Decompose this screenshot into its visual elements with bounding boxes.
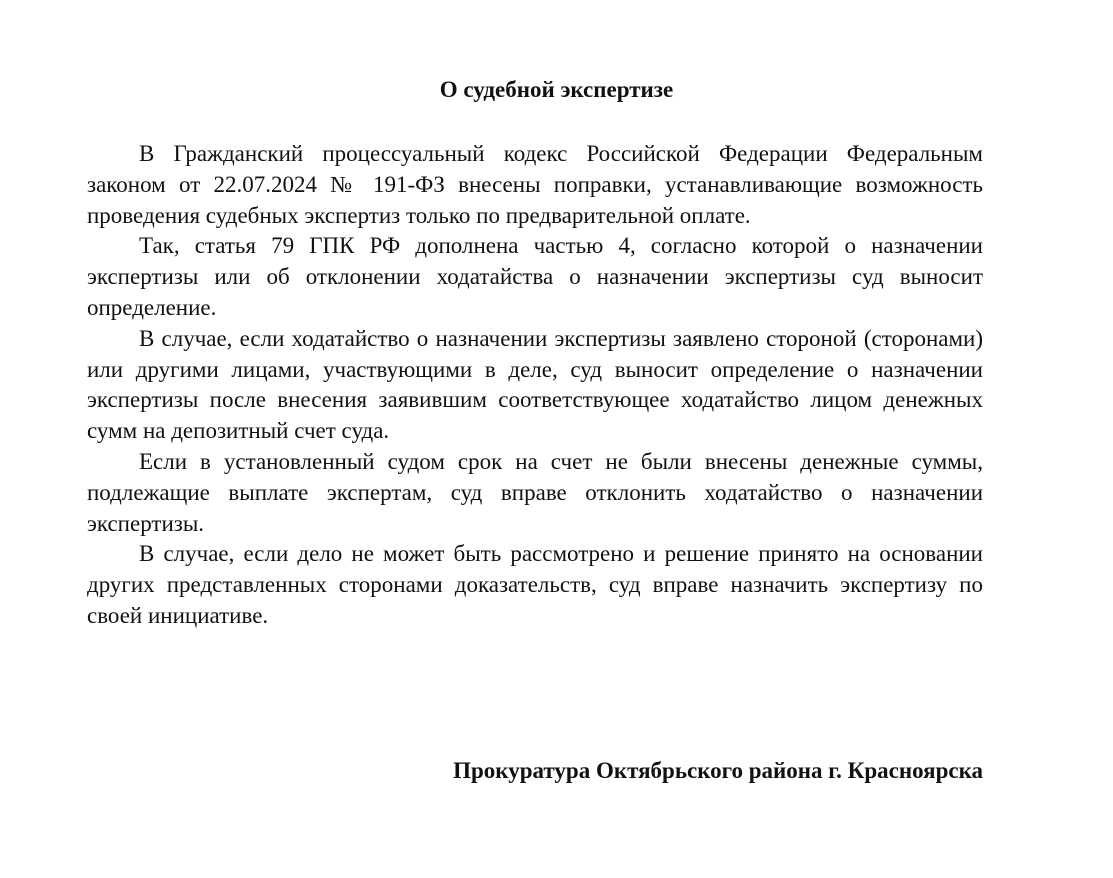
paragraph-5: В случае, если дело не может быть рассмотрено и решение принято на основании других представленных сторонами доказательств, суд вправе назначить экспертизу по своей инициативе. (87, 541, 983, 628)
document-title: О судебной экспертизе (439, 77, 674, 102)
paragraph-2: Так, статья 79 ГПК РФ дополнена частью 4, согласно которой о назначении экспертизы или об отклонении ходатайства о назначении экспертизы суд выносит определение. (87, 233, 983, 320)
paragraph-1: В Гражданский процессуальный кодекс Российской Федерации Федеральным законом от 22.07.2024 № 191-ФЗ внесены поправки, устанавливающие возможность проведения судебных экспертиз только по предварительной оплате. (87, 141, 983, 228)
signature: Прокуратура Октябрьского района г. Красноярска (453, 758, 983, 783)
paragraph-4: Если в установленный судом срок на счет не были внесены денежные суммы, подлежащие выплате экспертам, суд вправе отклонить ходатайство о назначении экспертизы. (87, 448, 983, 536)
document-body (87, 139, 983, 632)
paragraph-3: В случае, если ходатайство о назначении экспертизы заявлено стороной (сторонами) или другими лицами, участвующими в деле, суд выносит определение о назначении экспертизы после внесения заявившим соответствующее ходатайство лицом денежных сумм на депозитный счет суда. (87, 325, 983, 444)
